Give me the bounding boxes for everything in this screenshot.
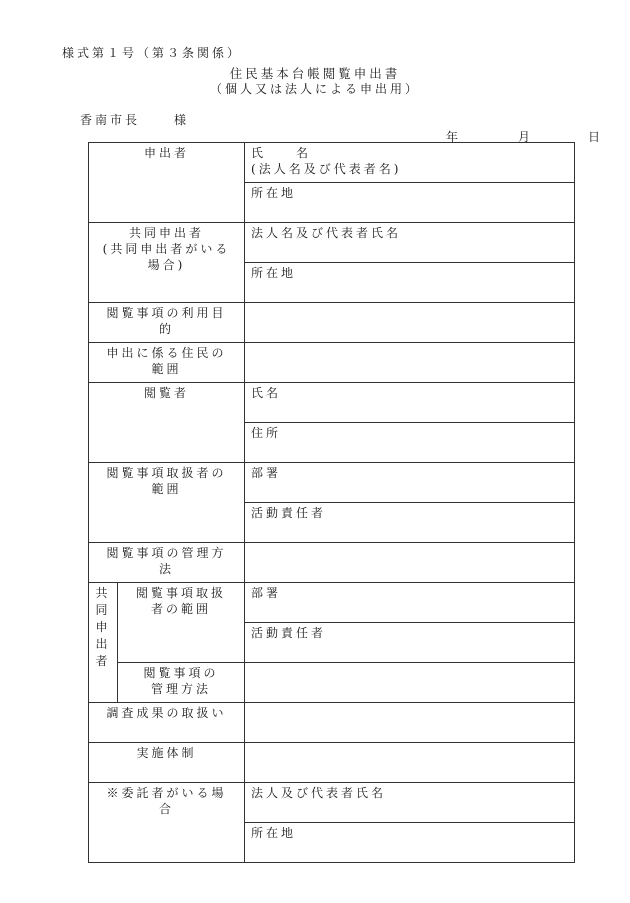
- addressee-honorific: 様: [174, 113, 190, 127]
- date-day-label: 日: [588, 130, 604, 144]
- viewer-name-field[interactable]: [245, 383, 575, 423]
- management-label: 閲覧事項の管理方 法: [89, 543, 245, 583]
- joint-management-row: [89, 663, 575, 703]
- viewer-row: [89, 383, 575, 423]
- co-applicant-row: [89, 223, 575, 263]
- date-month-label: 月: [518, 130, 534, 144]
- co-applicant-address-label: 所在地: [251, 266, 297, 280]
- co-applicant-address-field[interactable]: [245, 263, 575, 303]
- implementation-label: 実施体制: [89, 743, 245, 783]
- viewer-name-label: 氏名: [251, 386, 282, 400]
- scope-field[interactable]: [245, 343, 575, 383]
- management-row: [89, 543, 575, 583]
- survey-results-field[interactable]: [245, 703, 575, 743]
- implementation-row: [89, 743, 575, 783]
- addressee: [80, 111, 189, 128]
- form-subtitle: （個人又は法人による申出用）: [209, 82, 420, 96]
- applicant-address-field[interactable]: [245, 183, 575, 223]
- joint-responsible-field[interactable]: [245, 623, 575, 663]
- applicant-label: 申出者: [89, 143, 245, 223]
- scope-label: 申出に係る住民の 範囲: [89, 343, 245, 383]
- consignor-name-label: 法人及び代表者氏名: [251, 786, 387, 800]
- co-applicant-label: 共同申出者 (共同申出者がいる 場合): [89, 223, 245, 303]
- joint-management-field[interactable]: [245, 663, 575, 703]
- viewer-address-field[interactable]: [245, 423, 575, 463]
- handler-department-label: 部署: [251, 466, 282, 480]
- management-field[interactable]: [245, 543, 575, 583]
- joint-handler-label: 閲覧事項取扱 者の範囲: [118, 583, 245, 663]
- joint-department-field[interactable]: [245, 583, 575, 623]
- form-number: 様式第１号（第３条関係）: [62, 46, 243, 60]
- handler-scope-row: [89, 463, 575, 503]
- applicant-name-field[interactable]: [245, 143, 575, 183]
- scope-row: [89, 343, 575, 383]
- co-applicant-name-field[interactable]: [245, 223, 575, 263]
- viewer-label: 閲覧者: [89, 383, 245, 463]
- co-applicant-name-label: 法人名及び代表者氏名: [251, 226, 402, 240]
- viewer-address-label: 住所: [251, 426, 282, 440]
- applicant-row: [89, 143, 575, 183]
- applicant-name-sublabel: (法人名及び代表者名): [251, 162, 402, 176]
- consignor-name-field[interactable]: [245, 783, 575, 823]
- joint-management-label: 閲覧事項の 管理方法: [118, 663, 245, 703]
- application-table: [88, 142, 575, 863]
- joint-vertical-label: 共 同 申 出 者: [89, 583, 118, 703]
- survey-results-row: [89, 703, 575, 743]
- survey-results-label: 調査成果の取扱い: [89, 703, 245, 743]
- applicant-address-label: 所在地: [251, 186, 297, 200]
- consignor-address-label: 所在地: [251, 826, 297, 840]
- addressee-name: 香南市長: [80, 113, 141, 127]
- joint-responsible-label: 活動責任者: [251, 626, 327, 640]
- consignor-row: [89, 783, 575, 823]
- purpose-field[interactable]: [245, 303, 575, 343]
- purpose-row: [89, 303, 575, 343]
- consignor-address-field[interactable]: [245, 823, 575, 863]
- consignor-label: ※委託者がいる場 合: [89, 783, 245, 863]
- form-title: 住民基本台帳閲覧申出書: [229, 66, 401, 81]
- implementation-field[interactable]: [245, 743, 575, 783]
- applicant-name-label: 氏 名: [251, 146, 312, 160]
- date-year-label: 年: [446, 130, 462, 144]
- handler-scope-label: 閲覧事項取扱者の 範囲: [89, 463, 245, 543]
- purpose-label: 閲覧事項の利用目 的: [89, 303, 245, 343]
- handler-responsible-field[interactable]: [245, 503, 575, 543]
- joint-department-row: [89, 583, 575, 623]
- handler-department-field[interactable]: [245, 463, 575, 503]
- joint-department-label: 部署: [251, 586, 282, 600]
- handler-responsible-label: 活動責任者: [251, 506, 327, 520]
